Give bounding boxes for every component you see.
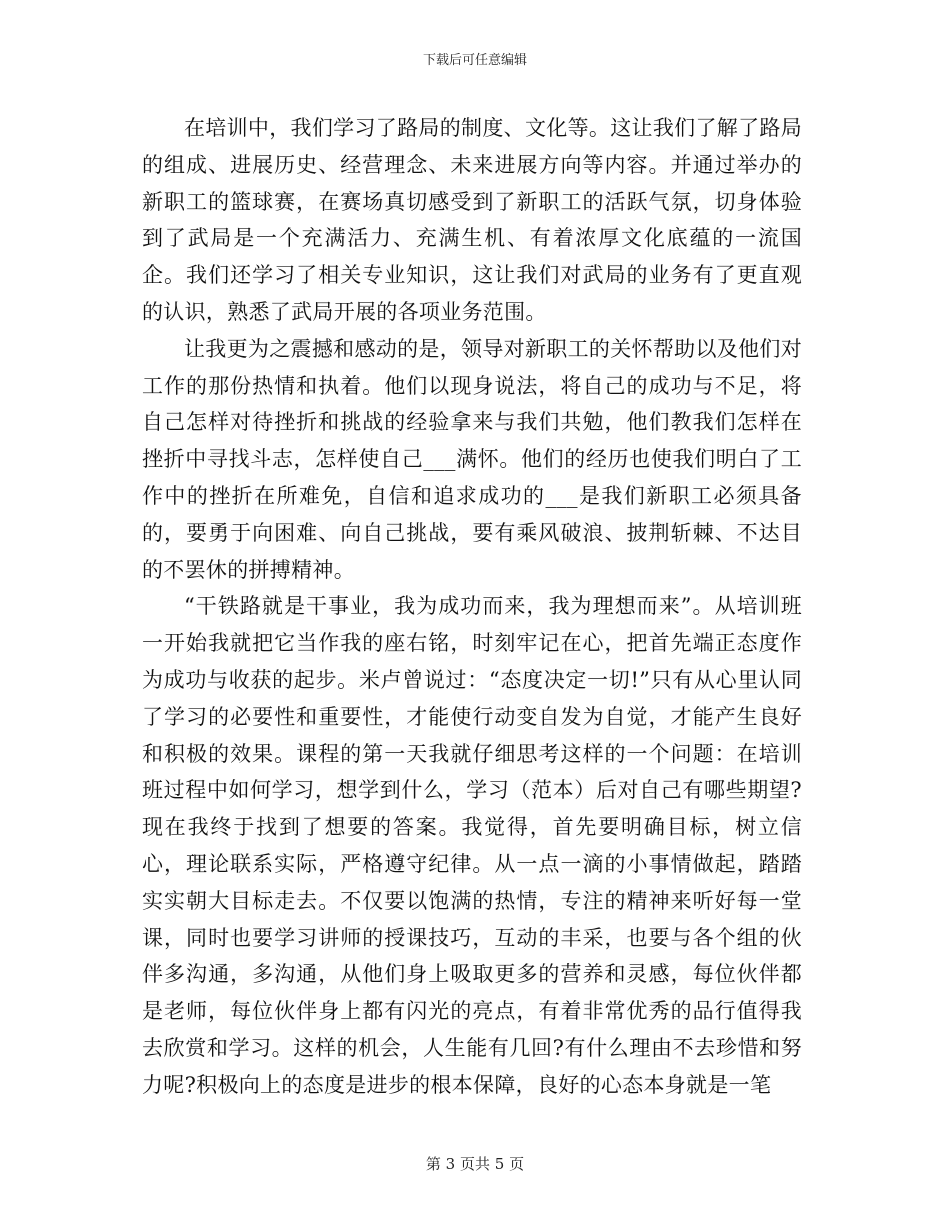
paragraph-2: 让我更为之震撼和感动的是，领导对新职工的关怀帮助以及他们对工作的那份热情和执着。他们以现身说法，将自己的成功与不足，将自己怎样对待挫折和挑战的经验拿来与我们共勉，他们教我们怎样在挫折中寻找斗志，怎样使自己___满怀。他们的经历也使我们明白了工作中的挫折在所难免，自信和追求成功的___是我们新职工必须具备的，要勇于向困难、向自己挑战，要有乘风破浪、披荆斩棘、不达目的不罢休的拼搏精神。 [142, 336, 802, 582]
document-body [142, 110, 802, 1104]
page-header: 下载后可任意编辑 [422, 53, 527, 68]
paragraph-1: 在培训中，我们学习了路局的制度、文化等。这让我们了解了路局的组成、进展历史、经营理念、未来进展方向等内容。并通过举办的新职工的篮球赛，在赛场真切感受到了新职工的活跃气氛，切身体验到了武局是一个充满活力、充满生机、有着浓厚文化底蕴的一流国企。我们还学习了相关专业知识，这让我们对武局的业务有了更直观的认识，熟悉了武局开展的各项业务范围。 [142, 116, 802, 324]
page-footer: 第 3 页共 5 页 [425, 1155, 525, 1173]
paragraph-3: “干铁路就是干事业，我为成功而来，我为理想而来”。从培训班一开始我就把它当作我的座右铭，时刻牢记在心，把首先端正态度作为成功与收获的起步。米卢曾说过：“态度决定一切!”只有从心里认同了学习的必要性和重要性，才能使行动变自发为自觉，才能产生良好和积极的效果。课程的第一天我就仔细思考这样的一个问题：在培训班过程中如何学习，想学到什么，学习（范本）后对自己有哪些期望?现在我终于找到了想要的答案。我觉得，首先要明确目标，树立信心，理论联系实际，严格遵守纪律。从一点一滴的小事情做起，踏踏实实朝大目标走去。不仅要以饱满的热情，专注的精神来听好每一堂课，同时也要学习讲师的授课技巧，互动的丰采，也要与各个组的伙伴多沟通，多沟通，从他们身上吸取更多的营养和灵感，每位伙伴都是老师，每位伙伴身上都有闪光的亮点，有着非常优秀的品行值得我去欣赏和学习。这样的机会，人生能有几回?有什么理由不去珍惜和努力呢?积极向上的态度是进步的根本保障，良好的心态本身就是一笔 [142, 594, 802, 1097]
